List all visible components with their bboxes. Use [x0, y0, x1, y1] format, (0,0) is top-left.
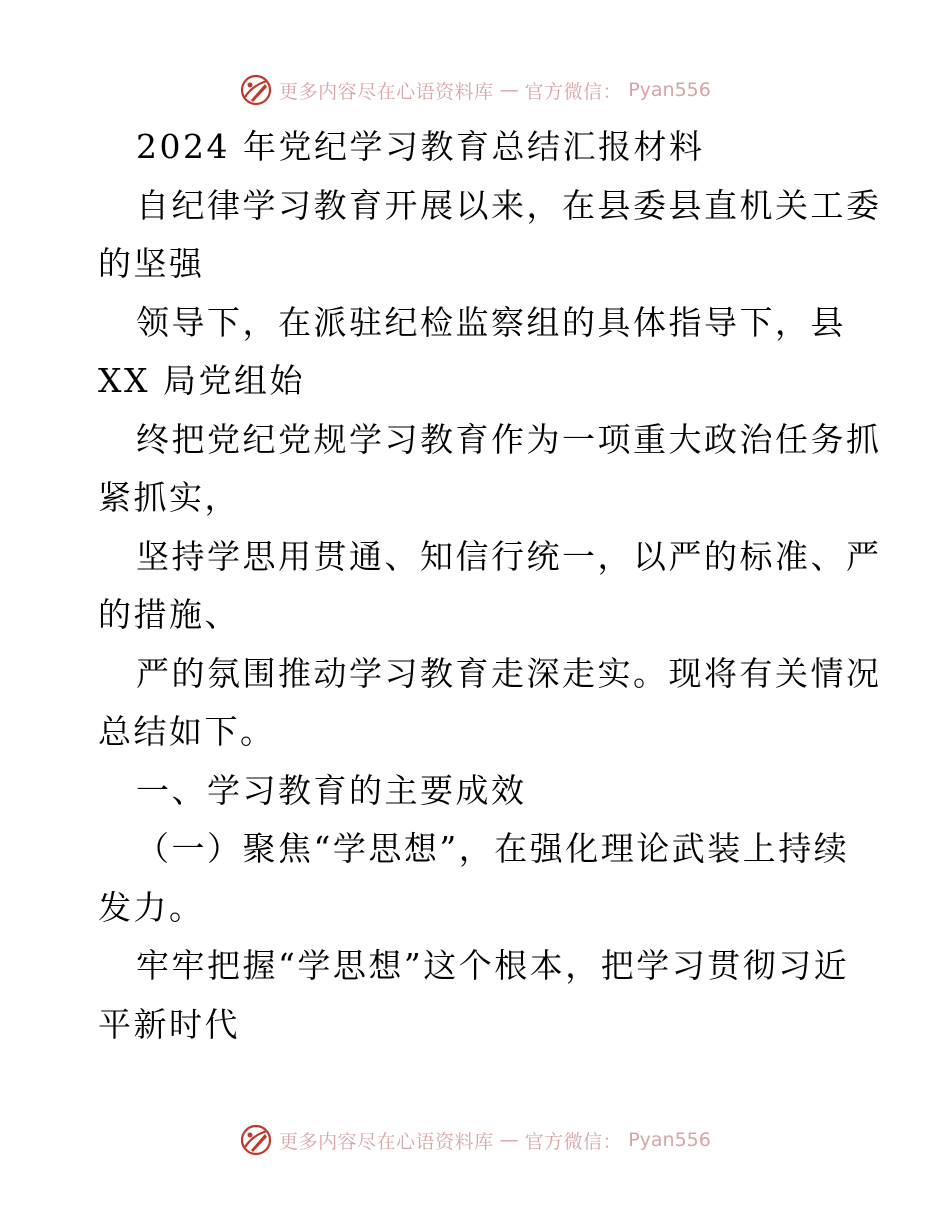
- document-line: 平新时代: [98, 1004, 240, 1044]
- document-line: 总结如下。: [98, 712, 276, 751]
- document-line: 的措施、: [98, 595, 240, 634]
- watermark-wechat-id: Pyan556: [628, 79, 711, 101]
- document-line: 紧抓实，: [98, 478, 240, 517]
- watermark-separator: —: [499, 1129, 519, 1151]
- header-watermark: [0, 70, 950, 110]
- document-line: 终把党纪党规学习教育作为一项重大政治任务抓: [136, 419, 882, 459]
- watermark-text: 更多内容尽在心语资料库: [279, 80, 494, 103]
- document-line: 严的氛围推动学习教育走深走实。现将有关情况: [136, 653, 882, 693]
- footer-watermark: [0, 1120, 950, 1160]
- document-line: 自纪律学习教育开展以来，在县委县直机关工委: [136, 185, 882, 225]
- watermark-wechat-id: Pyan556: [628, 1129, 711, 1151]
- document-line: 牢牢把握“学思想”这个根本，把学习贯彻习近: [136, 946, 850, 985]
- document-body: [98, 118, 882, 1054]
- watermark-wechat-label: 官方微信：: [524, 80, 623, 103]
- watermark-wechat-label: 官方微信：: [524, 1130, 623, 1153]
- document-line: 领导下，在派驻纪检监察组的具体指导下，县: [136, 302, 846, 342]
- pen-logo-icon: [239, 73, 273, 107]
- watermark-text: 更多内容尽在心语资料库: [279, 1130, 494, 1153]
- pen-logo-icon: [239, 1123, 273, 1157]
- document-line: 的坚强: [98, 244, 205, 283]
- watermark-separator: —: [499, 79, 519, 101]
- document-line: （一）聚焦“学思想”，在强化理论武装上持续: [136, 829, 850, 868]
- document-line: 发力。: [98, 887, 205, 927]
- document-line: 坚持学思用贯通、知信行统一，以严的标准、严: [136, 536, 882, 576]
- document-line: 2024 年党纪学习教育总结汇报材料: [136, 127, 705, 166]
- document-line: XX 局党组始: [98, 361, 305, 400]
- document-line: 一、学习教育的主要成效: [136, 770, 527, 810]
